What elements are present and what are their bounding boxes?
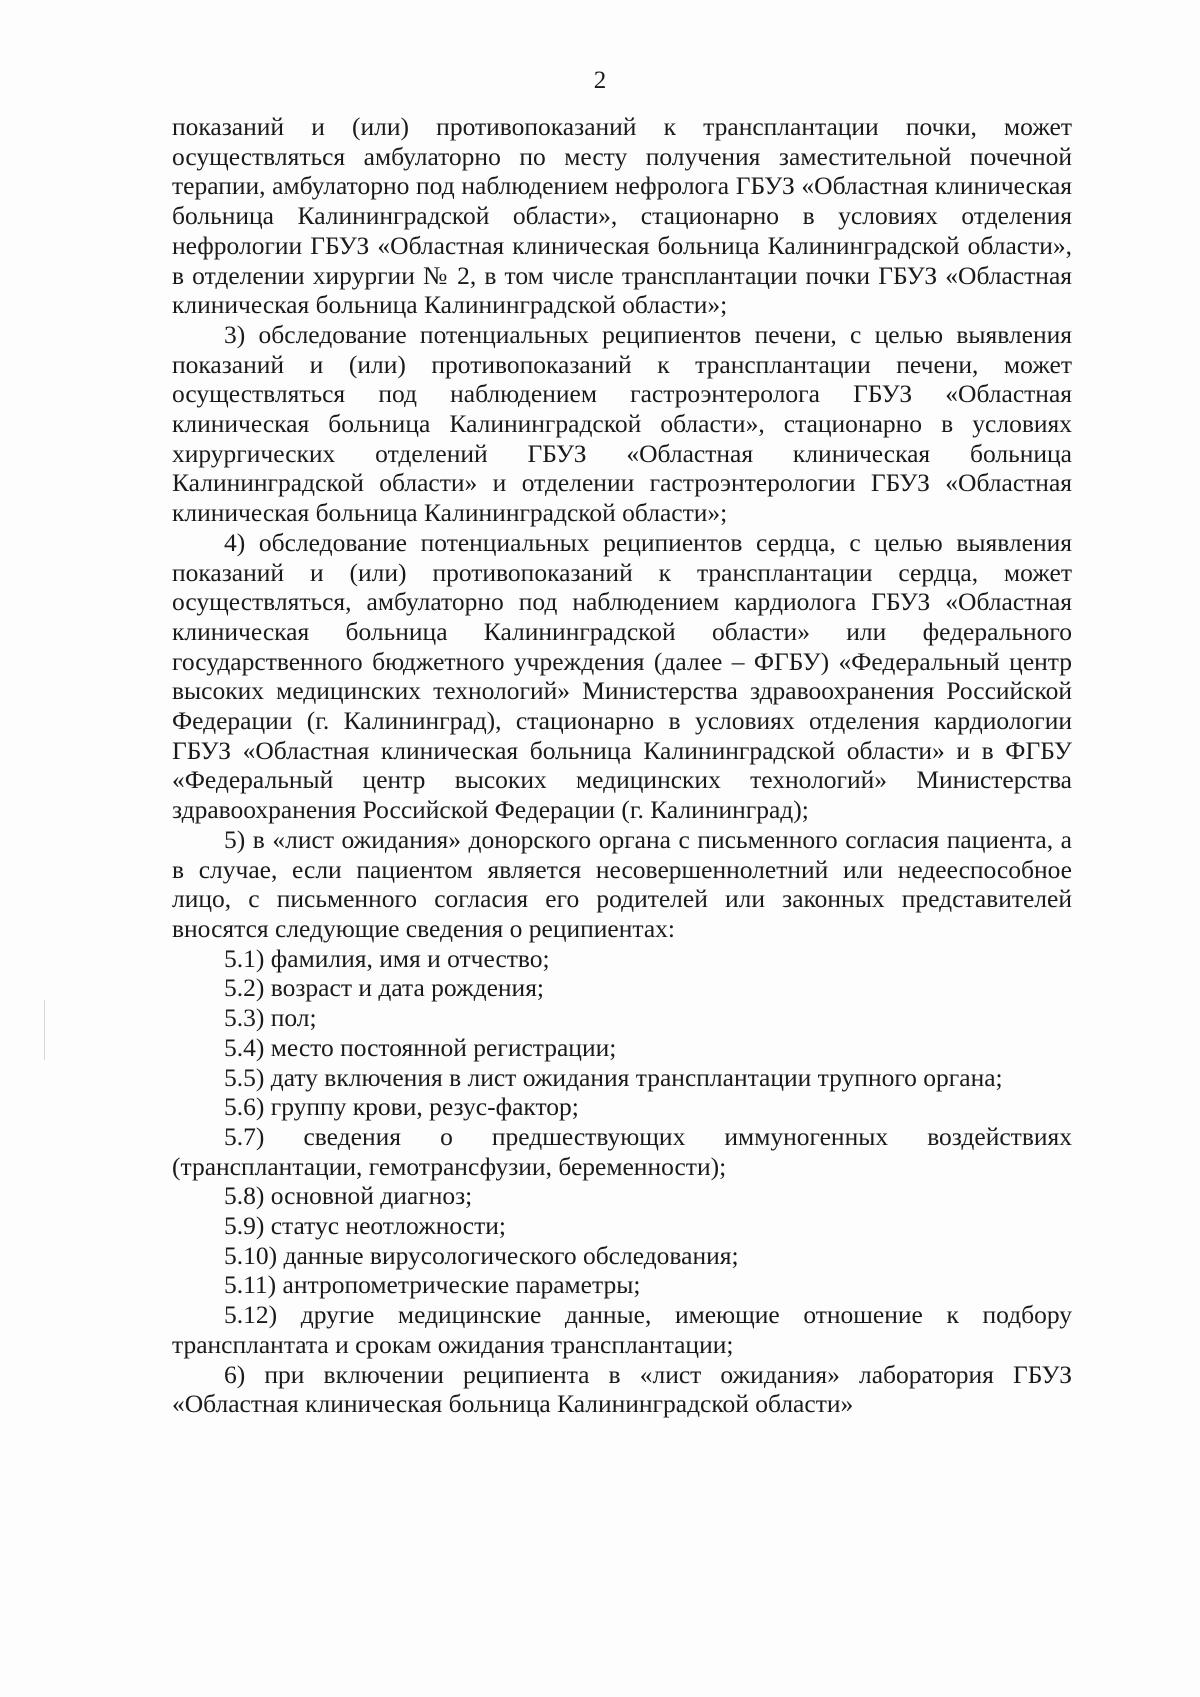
list-item-5-3: 5.3) пол; xyxy=(224,1003,317,1033)
paragraph-item-5: 5) в «лист ожидания» донорского органа с письменного согласия пациента, а в случае, если пациентом является несовершеннолетний или недееспособное лицо, с письменного согласия его родителей или законных представителей вносятся следующие сведения о реципиентах: xyxy=(172,824,1072,943)
list-item-5-10: 5.10) данные вирусологического обследования; xyxy=(224,1240,739,1270)
scan-margin-mark xyxy=(44,1000,45,1060)
paragraph-item-4: 4) обследование потенциальных реципиентов сердца, с целью выявления показаний и (или) противопоказаний к трансплантации сердца, может осуществляться, амбулаторно под наблюдением кардиолога ГБУЗ «Областная клиническая больница Калининградской области» или федерального государственного бюджетного учреждения (далее – ФГБУ) «Федеральный центр высоких медицинских технологий» Министерства здравоохранения Российской Федерации (г. Калининград), стационарно в условиях отделения кардиологии ГБУЗ «Областная клиническая больница Калининградской области» и в ФГБУ «Федеральный центр высоких медицинских технологий» Министерства здравоохранения Российской Федерации (г. Калининград); xyxy=(172,527,1072,825)
list-item-5-6: 5.6) группу крови, резус-фактор; xyxy=(224,1092,579,1122)
list-item-5-12: 5.12) другие медицинские данные, имеющие отношение к подбору трансплантата и срокам ожидания трансплантации; xyxy=(172,1300,1072,1359)
list-item-5-4: 5.4) место постоянной регистрации; xyxy=(224,1032,617,1062)
list-item-5-2: 5.2) возраст и дата рождения; xyxy=(224,973,545,1003)
list-item-5-11: 5.11) антропометрические параметры; xyxy=(224,1270,641,1300)
list-item-5-1: 5.1) фамилия, имя и отчество; xyxy=(224,943,550,973)
list-item-5-7: 5.7) сведения о предшествующих иммуногенных воздействиях (трансплантации, гемотрансфузии, беременности); xyxy=(172,1121,1072,1181)
list-item-5-5: 5.5) дату включения в лист ожидания трансплантации трупного органа; xyxy=(224,1062,1003,1092)
list-item-5-8: 5.8) основной диагноз; xyxy=(224,1181,473,1211)
paragraph-item-3: 3) обследование потенциальных реципиентов печени, с целью выявления показаний и (или) противопоказаний к трансплантации печени, может осуществляться под наблюдением гастроэнтеролога ГБУЗ «Областная клиническая больница Калининградской области», стационарно в условиях хирургических отделений ГБУЗ «Областная клиническая больница Калининградской области» и отделении гастроэнтерологии ГБУЗ «Областная клиническая больница Калининградской области»; xyxy=(172,319,1072,528)
list-item-5-9: 5.9) статус неотложности; xyxy=(224,1211,506,1241)
paragraph-continuation: показаний и (или) противопоказаний к трансплантации почки, может осуществляться амбулаторно по месту получения заместительной почечной терапии, амбулаторно под наблюдением нефролога ГБУЗ «Областная клиническая больница Калининградской области», стационарно в условиях отделения нефрологии ГБУЗ «Областная клиническая больница Калининградской области», в отделении хирургии № 2, в том числе трансплантации почки ГБУЗ «Областная клиническая больница Калининградской области»; xyxy=(172,112,1072,320)
page-number: 2 xyxy=(593,67,607,94)
paragraph-item-6: 6) при включении реципиента в «лист ожидания» лаборатория ГБУЗ «Областная клиническая больница Калининградской области» xyxy=(172,1359,1072,1419)
document-body xyxy=(172,112,1072,1419)
